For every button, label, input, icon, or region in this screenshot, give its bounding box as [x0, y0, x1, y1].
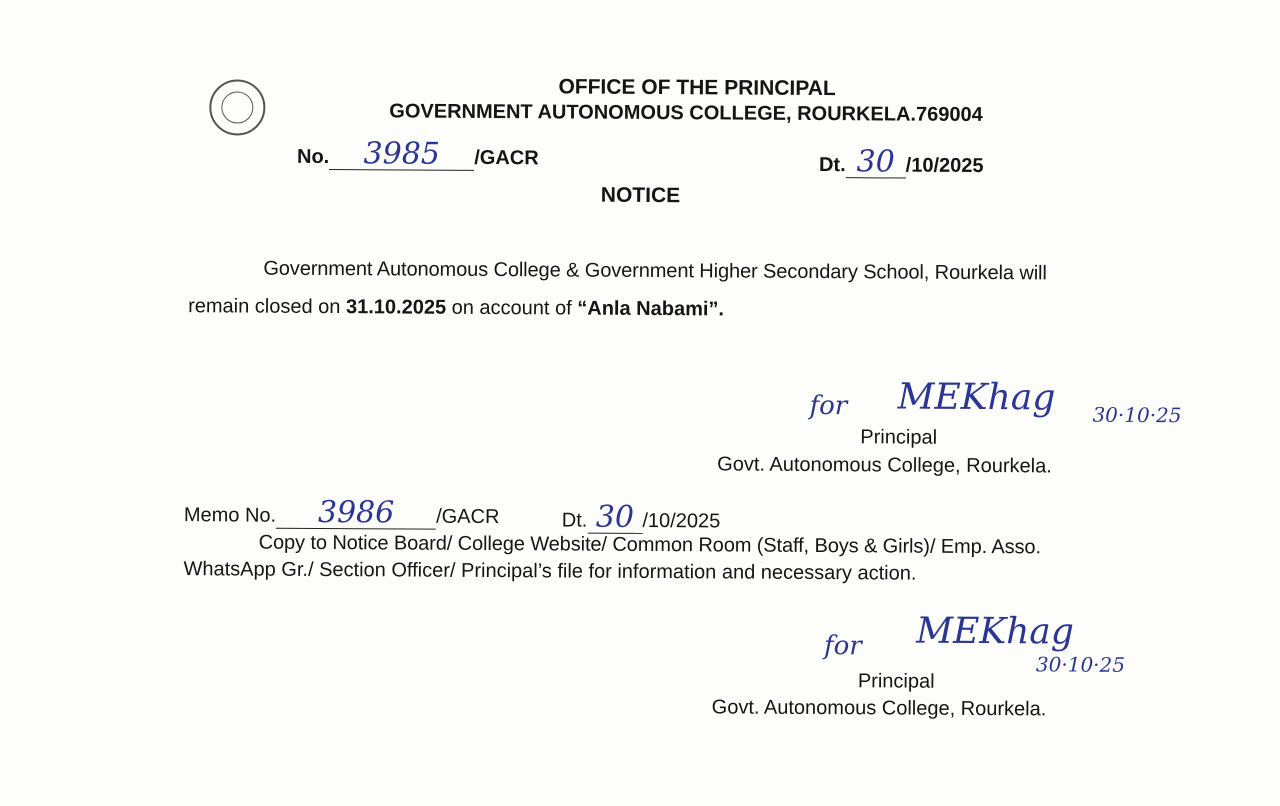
signatory-designation: Principal [860, 426, 938, 449]
body-line-1: Government Autonomous College & Government Higher Secondary School, Rourkela will [263, 257, 1047, 285]
signatory-institution: Govt. Autonomous College, Rourkela. [717, 453, 1052, 478]
memo-suffix: /GACR [436, 505, 500, 529]
signature-for: for [809, 390, 848, 422]
signature-for: for [823, 631, 862, 662]
no-suffix: /GACR [474, 146, 539, 170]
no-value: 3985 [363, 136, 441, 172]
date-label: Dt. [818, 154, 846, 177]
memo-number [183, 494, 500, 531]
reference-date [818, 144, 984, 180]
body-text: remain closed on [188, 295, 347, 319]
signature-date: 30·10·25 [1092, 402, 1182, 428]
signature-date: 30·10·25 [1035, 652, 1126, 677]
signature: MEKhag [916, 610, 1075, 653]
signatory-designation: Principal [857, 670, 935, 693]
copy-line-2: WhatsApp Gr./ Section Officer/ Principal’s file for information and necessary action. [183, 558, 917, 585]
copy-line-1: Copy to Notice Board/ College Website/ Common Room (Staff, Boys & Girls)/ Emp. Asso. [258, 531, 1042, 559]
body-text: on account of [446, 296, 578, 320]
date-day: 30 [856, 144, 895, 180]
memo-date-day: 30 [595, 499, 635, 535]
college-seal-logo [209, 79, 265, 135]
signature: MEKhag [897, 376, 1056, 419]
body-line-2 [188, 295, 724, 321]
memo-value: 3986 [317, 494, 395, 531]
closure-reason: “Anla Nabami”. [577, 297, 725, 321]
college-heading: GOVERNMENT AUTONOMOUS COLLEGE, ROURKELA.769004 [389, 100, 983, 127]
no-label: No. [296, 145, 330, 169]
memo-date-label: Dt. [561, 509, 588, 532]
signatory-institution: Govt. Autonomous College, Rourkela. [711, 696, 1047, 721]
office-heading: OFFICE OF THE PRINCIPAL [558, 75, 836, 101]
memo-date [561, 499, 721, 535]
date-suffix: /10/2025 [905, 154, 984, 178]
memo-label: Memo No. [183, 504, 277, 527]
notice-title: NOTICE [600, 183, 681, 208]
memo-date-suffix: /10/2025 [642, 509, 721, 533]
closure-date: 31.10.2025 [345, 296, 447, 319]
reference-number [296, 136, 539, 172]
